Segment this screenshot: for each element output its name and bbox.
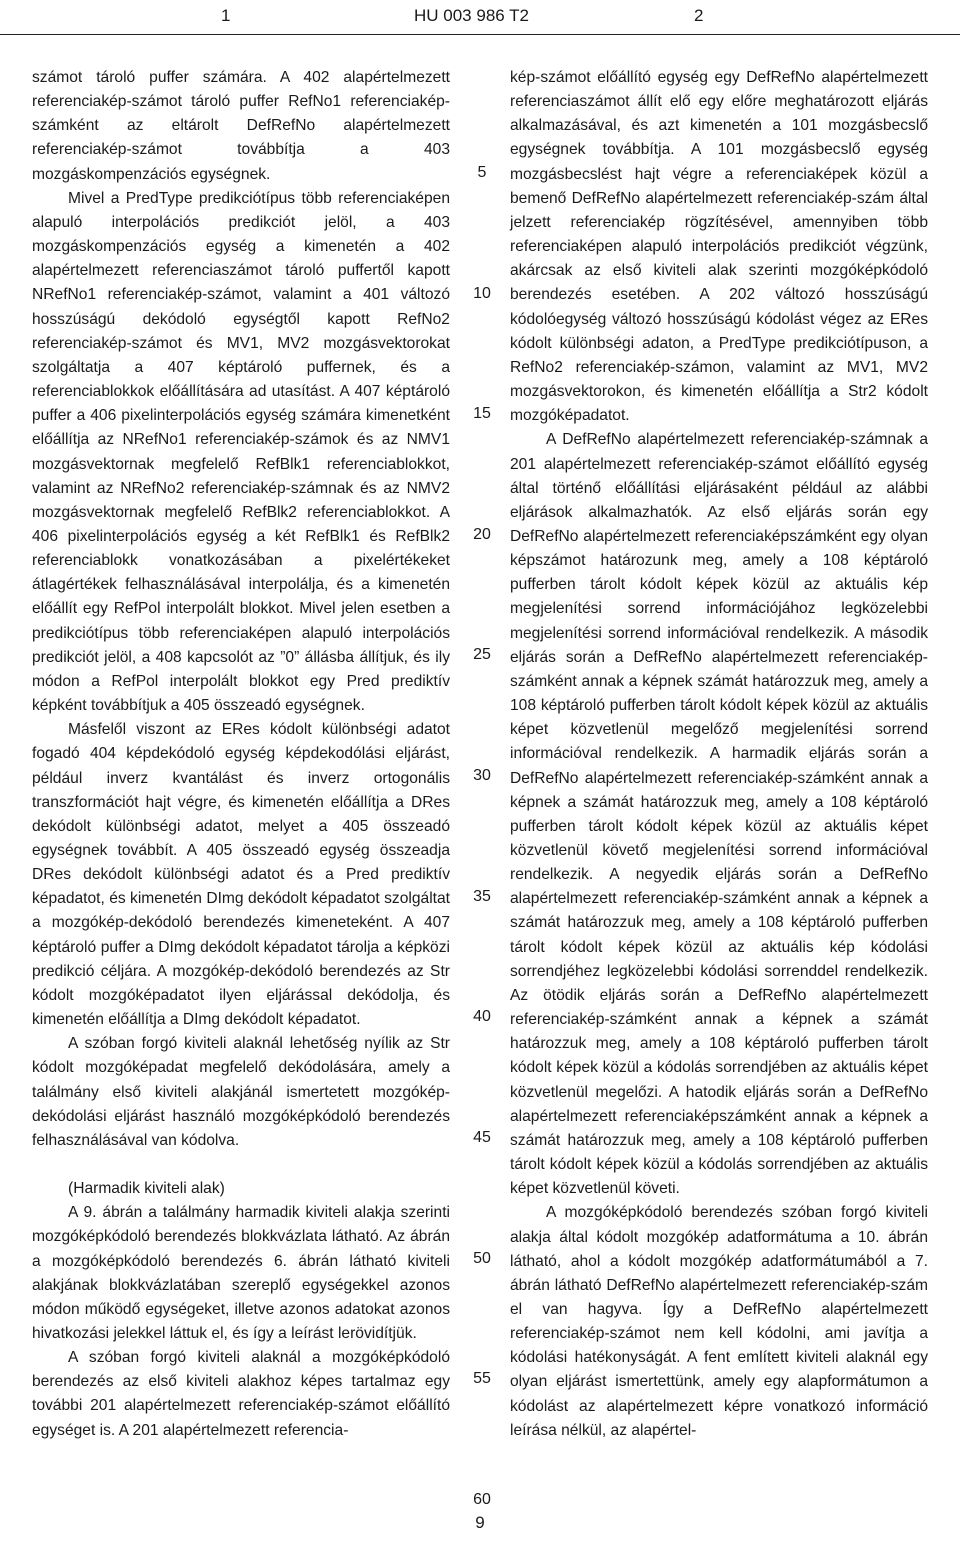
page-number-right: 2: [694, 6, 704, 25]
paragraph: Mivel a PredType predikciótípus több referenciaképen alapuló interpolációs predikciót jelöl, a 403 mozgáskompenzációs egység a kimenetén a 402 alapértelmezett referenciaszámot tároló puffertől kapott NRefNo1 referenciakép-számot, valamint a 401 változó hosszúságú dekódoló egységtől kapott RefNo2 referenciakép-számot és MV1, MV2 mozgásvektorokat szolgáltatja a 407 képtároló puffernek, és a referenciablokkok előállítására ad utasítást. A 407 képtároló puffer a 406 pixelinterpolációs egység számára kimenetként előállítja az NRefNo1 referenciakép-számok és az NMV1 mozgásvektornak megfelelő RefBlk1 referenciablokkot, valamint az NRefNo2 referenciakép-számnak és az NMV2 mozgásvektornak megfelelő RefBlk2 referenciablokkot. A 406 pixelinterpolációs egység a két RefBlk1 és RefBlk2 referenciablokk vonatkozásában a pixelértékeket átlagértékek felhasználásával interpolálja, és a kimenetén előállít egy RefPol interpolált blokkot. Mivel jelen esetben a predikciótípus több referenciaképen alapuló interpolációs predikciót jelöl, a 408 kapcsolót az ”0” állásba állítjuk, és ily módon a RefPol interpolált blokkot egy Pred prediktív képként továbbítjuk a 405 összeadó egységnek.: [32, 189, 450, 715]
line-number: 55: [473, 1370, 491, 1387]
line-number: 15: [473, 405, 491, 422]
line-number: 60: [473, 1491, 491, 1508]
paragraph: A szóban forgó kiviteli alaknál a mozgóképkódoló berendezés az első kiviteli alakhoz képes tartalmaz egy további 201 alapértelmezett referenciakép-számot előállító egységet is. A 201 alapértelmezett referencia-: [32, 1349, 450, 1439]
left-column: [32, 66, 450, 1443]
document-id: HU 003 986 T2: [414, 6, 529, 25]
line-number: 45: [473, 1129, 491, 1146]
line-number: 30: [473, 767, 491, 784]
line-number: 50: [473, 1250, 491, 1267]
paragraph: A 9. ábrán a találmány harmadik kiviteli alakja szerinti mozgóképkódoló berendezés blokkvázlata látható. Az ábrán a mozgóképkódoló berendezés 6. ábrán látható kiviteli alakjának blokkvázlatában szereplő egységekkel azonos módon működő egységeket, illetve azonos adatokat azonos hivatkozási jelekkel láttuk el, és így a leírást lerövidítjük.: [32, 1204, 450, 1342]
page-number-left: 1: [221, 6, 231, 25]
line-number-gutter: [452, 0, 512, 1541]
line-number: 35: [473, 888, 491, 905]
paragraph: számot tároló puffer számára. A 402 alapértelmezett referenciakép-számot tároló puffer RefNo1 referenciakép-számként az eltárolt DefRefNo alapértelmezett referenciakép-számot továbbítja a 403 mozgáskompenzációs egységnek.: [32, 69, 450, 183]
paragraph: Másfelől viszont az ERes kódolt különbségi adatot fogadó 404 képdekódoló egység képdekodólási eljárást, például inverz kvantálást és inverz ortogonális transzformációt hajt végre, és kimenetén előállítja a DRes dekódolt különbségi adatot, melyet a 405 összeadó egységnek továbbít. A 405 összeadó egység összeadja DRes dekódolt különbségi adatot és a Pred prediktív képadatot, és kimenetén DImg dekódolt képadatot szolgáltat a mozgókép-dekódoló berendezés kimeneteként. A 407 képtároló puffer a DImg dekódolt képadatot tárolja a képközi predikció céljára. A mozgókép-dekódoló berendezés az Str kódolt mozgóképadatot ilyen eljárással dekódolja, és kimenetén előállítja a DImg dekódolt képadatot.: [32, 721, 450, 1029]
line-number: 20: [473, 526, 491, 543]
paragraph: kép-számot előállító egység egy DefRefNo alapértelmezett referenciaszámot állít elő egy előre meghatározott eljárás alkalmazásával, és azt kimenetén a 101 mozgásbecslő egységnek továbbítja. A 101 mozgásbecslő egység mozgásbecslést hajt végre a referenciaképek közül a bemenő DefRefNo alapértelmezett referenciakép-szám által jelzett referenciakép rögzítésével, amennyiben több referenciaképen alapuló interpolációs predikciót végzünk, akárcsak az első kiviteli alak szerinti mozgóképkódoló berendezés esetében. A 202 változó hosszúságú kódolóegység változó hosszúságú kódolást végez az ERes kódolt különbségi adaton, a PredType predikciótípuson, a RefNo2 referenciakép-számon, valamint az MV1, MV2 mozgásvektorokon, és kimenetén előállítja a Str2 kódolt mozgóképadatot.: [510, 69, 928, 425]
line-number: 25: [473, 646, 491, 663]
right-column: [510, 66, 928, 1443]
line-number: 10: [473, 285, 491, 302]
line-number: 5: [477, 164, 487, 181]
line-number: 40: [473, 1008, 491, 1025]
paragraph: A DefRefNo alapértelmezett referenciakép-számnak a 201 alapértelmezett referenciakép-számot előállító egység által történő előállítási eljárásaként például az alábbi eljárások alkalmazhatók. Az első eljárás során egy DefRefNo alapértelmezett referenciaképszámként egy olyan képszámot határozunk meg, amely a 108 képtároló pufferben tárolt kódolt képek közül az aktuális kép megjelenítési sorrend információjához legközelebbi megjelenítési sorrend információval rendelkezik. A második eljárás során a DefRefNo alapértelmezett referenciakép-számként annak a képnek számát határozzuk meg, amely a 108 képtároló pufferben tárolt kódolt képek közül az aktuális képet közvetlenül megelőző megjelenítési sorrend információval rendelkezik. A harmadik eljárás során a DefRefNo alapértelmezett referenciakép-számként annak a képnek a számát határozzuk meg, amely a 108 képtároló pufferben tárolt kódolt képek közül az aktuális képet közvetlenül követő megjelenítési sorrend információval rendelkezik. A negyedik eljárás során a DefRefNo alapértelmezett referenciakép-számként annak a képnek a számát határozzuk meg, amely a 108 képtároló pufferben tárolt kódolt képek közül az aktuális kép kódolási sorrendjéhez legközelebbi kódolási sorrenddel rendelkezik. Az ötödik eljárás során a DefRefNo alapértelmezett referenciakép-számként annak a képnek a számát határozzuk meg, amely a 108 képtároló pufferben tárolt kódolt képek közül a kódolás sorrendjében az aktuális képet közvetlenül megelőzi. A hatodik eljárás során a DefRefNo alapértelmezett referenciaképszámként annak a képnek a számát határozzuk meg, amely a 108 képtároló pufferben tárolt kódolt képek közül a kódolás sorrendjében az aktuális képet közvetlenül követi.: [510, 431, 928, 1198]
paragraph: A mozgóképkódoló berendezés szóban forgó kiviteli alakja által kódolt mozgókép adatformátuma a 10. ábrán látható, ahol a kódolt mozgókép adatformátumából a 7. ábrán látható DefRefNo alapértelmezett referenciakép-szám el van hagyva. Így a DefRefNo alapértelmezett referenciakép-számot nem kell kódolni, ami javítja a kódolási hatékonyságát. A fent említett kiviteli alaknál egy olyan eljárást ismertettünk, amely egy alapformátumon a kódolást az alapértelmezett képre vonatkozó információ leírása nélkül, az alapértel-: [510, 1204, 928, 1439]
section-heading: (Harmadik kiviteli alak): [68, 1180, 225, 1198]
paragraph: A szóban forgó kiviteli alaknál lehetőség nyílik az Str kódolt mozgóképadat megfelelő dekódolására, amely a találmány első kiviteli alakjánál ismertetett mozgókép-dekódolási eljárást használó mozgóképkódoló berendezés felhasználásával van kódolva.: [32, 1035, 450, 1149]
page-footer-number: 9: [475, 1513, 485, 1532]
